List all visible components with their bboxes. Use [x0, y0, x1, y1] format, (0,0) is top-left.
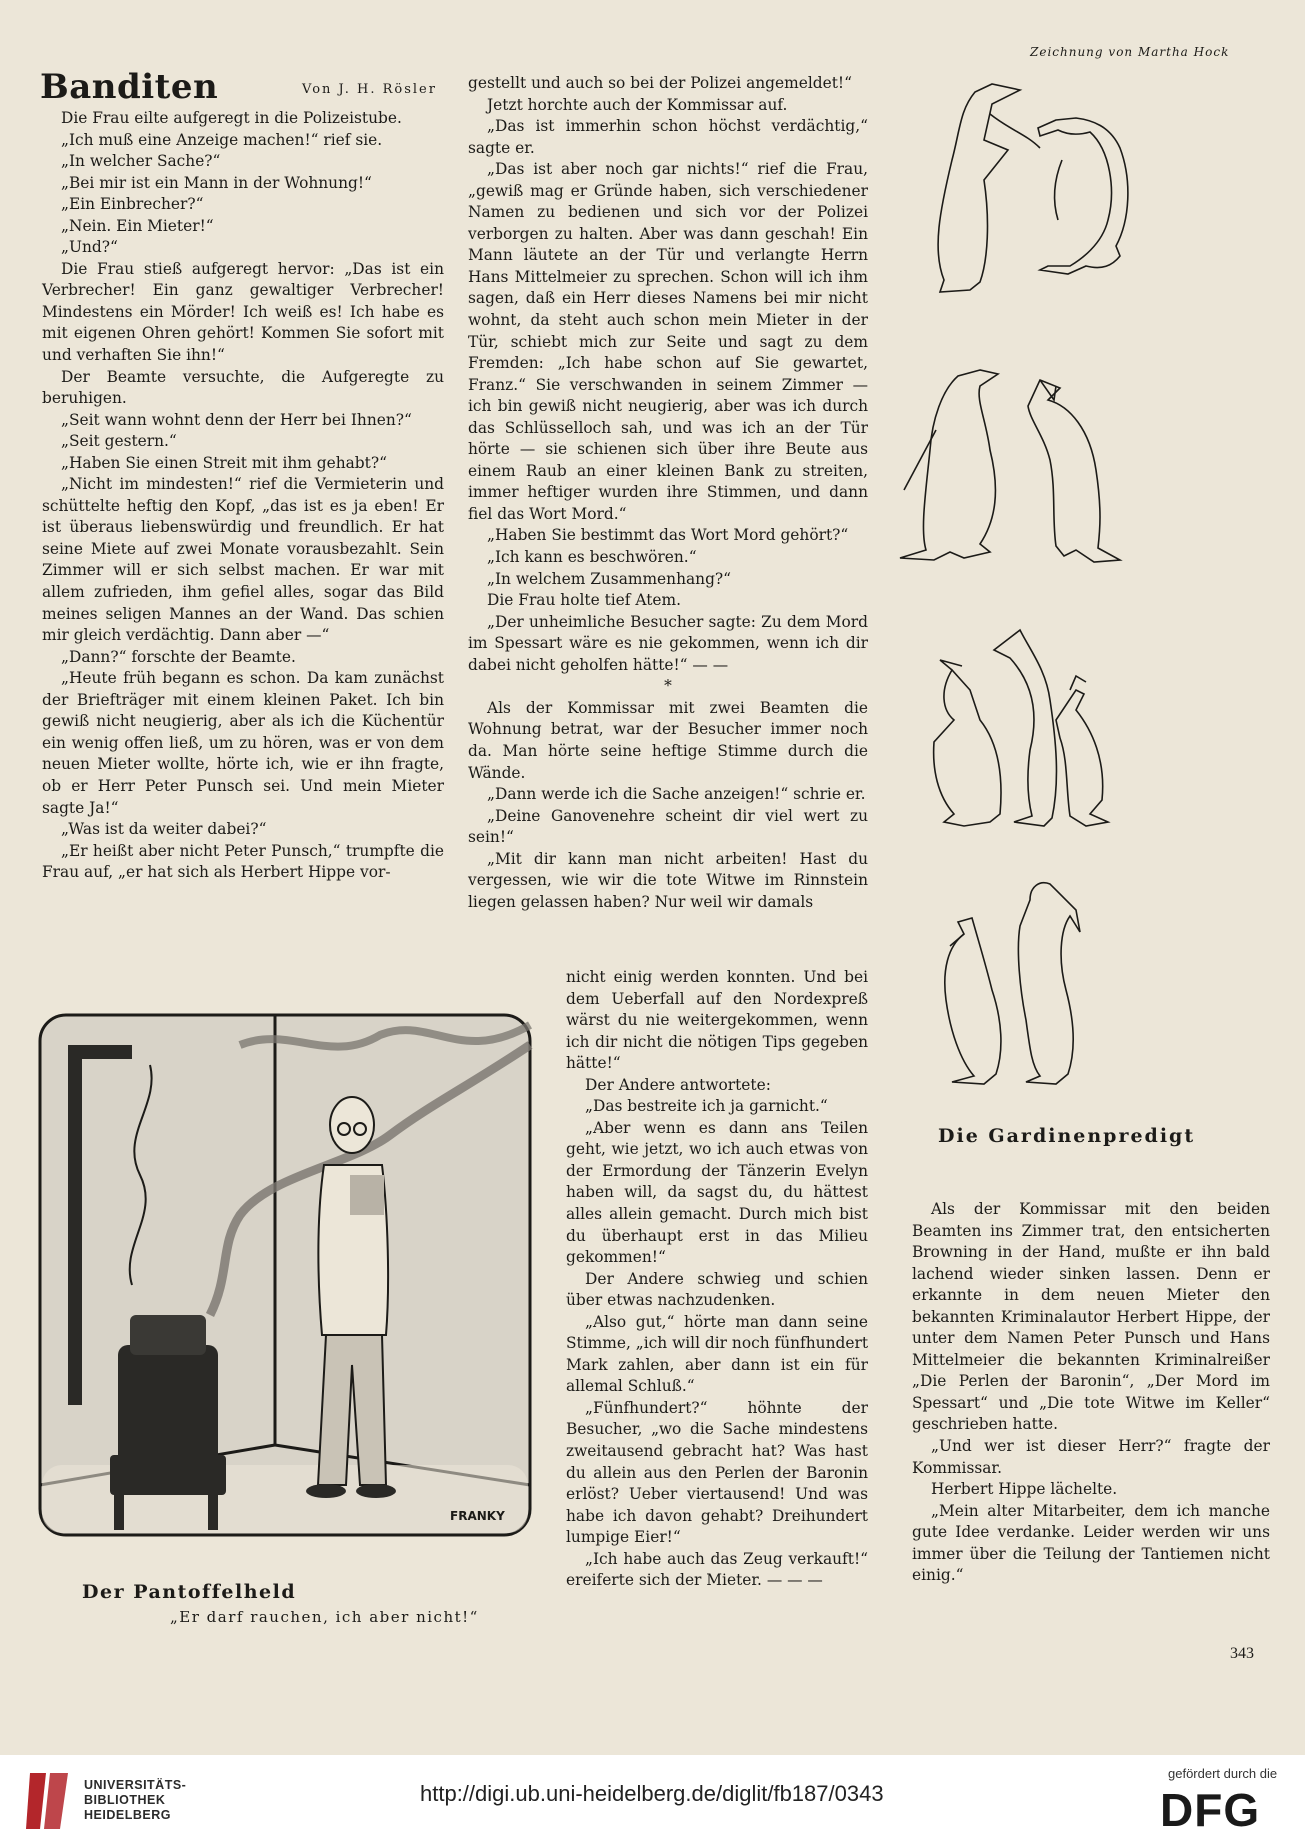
paragraph: „Mit dir kann man nicht arbeiten! Hast du vergessen, wie wir die tote Witwe im Rinnstein liegen gelassen haben? Nur weil wir damals [468, 849, 868, 911]
cartoon-signature: FRANKY [450, 1509, 505, 1523]
paragraph: „Nein. Ein Mieter!“ [61, 216, 214, 235]
illustration-credit: Zeichnung von Martha Hock [1030, 45, 1230, 59]
page-number: 343 [1230, 1645, 1254, 1662]
paragraph: Die Frau eilte aufgeregt in die Polizeistube. [61, 109, 402, 127]
paragraph: „Und wer ist dieser Herr?“ fragte der Kommissar. [912, 1437, 1270, 1477]
penguin-pair-2 [900, 370, 1120, 562]
paragraph: „Fünfhundert?“ höhnte der Besucher, „wo die Sache mindestens zweitausend gebracht hat? Was hast du allein aus den Perlen der Baronin erlöst? Ueber viertausend! Und was habe ich davon gehabt? Dreihundert lumpige Eier!“ [566, 1398, 868, 1547]
paragraph: „Und?“ [61, 238, 118, 257]
paragraph: „Ich muß eine Anzeige machen!“ rief sie. [61, 130, 383, 149]
penguin-pair-3 [934, 630, 1108, 826]
paragraph: nicht einig werden konnten. Und bei dem Ueberfall auf den Nordexpreß wärst du nie weitergekommen, wenn ich dir nicht die nötigen Tips gegeben hätte!“ [566, 968, 868, 1073]
penguin-pair-1 [938, 84, 1128, 292]
paragraph: „Haben Sie einen Streit mit ihm gehabt?“ [61, 453, 387, 472]
cartoon-quote: „Er darf rauchen, ich aber nicht!“ [170, 1608, 479, 1626]
penguin-pair-4 [945, 883, 1080, 1084]
paragraph: Jetzt horchte auch der Kommissar auf. [487, 95, 788, 114]
paragraph: „Ein Einbrecher?“ [61, 195, 204, 214]
paragraph: „Seit wann wohnt denn der Herr bei Ihnen?“ [61, 410, 412, 429]
paragraph: „Mein alter Mitarbeiter, dem ich manche gute Idee verdanke. Leider werden wir uns immer über die Teilung der Tantiemen nicht einig.“ [912, 1501, 1270, 1585]
paragraph: gestellt und auch so bei der Polizei angemeldet!“ [468, 74, 852, 92]
cartoon-pantoffelheld [30, 985, 550, 1565]
paragraph: „Was ist da weiter dabei?“ [61, 820, 267, 839]
dfg-logo: DFG [1160, 1784, 1261, 1836]
paragraph: Der Andere antwortete: [585, 1075, 771, 1094]
paragraph: „Das ist immerhin schon höchst verdächtig,“ sagte er. [468, 117, 868, 157]
section-divider: * [664, 677, 672, 696]
paragraph: „Der unheimliche Besucher sagte: Zu dem Mord im Spessart wäre es nie gekommen, wenn ich dir dabei nicht geholfen hätte!“ — — [468, 612, 868, 674]
paragraph: „Haben Sie bestimmt das Wort Mord gehört?“ [487, 526, 849, 545]
paragraph: „Das bestreite ich ja garnicht.“ [585, 1097, 828, 1116]
penguin-illustration [880, 70, 1280, 1100]
paragraph: Die Frau holte tief Atem. [487, 591, 681, 610]
article-byline: Von J. H. Rösler [302, 82, 437, 97]
text-column-1 [42, 108, 444, 884]
paragraph: Die Frau stieß aufgeregt hervor: „Das ist ein Verbrecher! Ein ganz gewaltiger Verbrecher! Mindestens ein Mörder! Ich weiß es! Ich habe es mit eigenen Ohren gehört! Kommen Sie sofort mit und verhaften Sie ihn!“ [42, 259, 444, 365]
paragraph: „Also gut,“ hörte man dann seine Stimme, „ich will dir noch fünfhundert Mark zahlen, aber dann ist ein für allemal Schluß.“ [566, 1312, 868, 1396]
university-logo-icon [24, 1769, 74, 1833]
paragraph: Der Andere schwieg und schien über etwas nachzudenken. [566, 1269, 868, 1310]
caption-pantoffelheld: Der Pantoffelheld [82, 1581, 297, 1603]
paragraph: „Aber wenn es dann ans Teilen geht, wie jetzt, wo ich auch etwas von der Ermordung der Tänzerin Evelyn haben will, da sagst du, du hättest alles allein gemacht. Durch mich bist du überhaupt erst in das Milieu gekommen!“ [566, 1118, 868, 1267]
library-name: UNIVERSITÄTS- BIBLIOTHEK HEIDELBERG [84, 1778, 187, 1822]
paragraph: „Ich habe auch das Zeug verkauft!“ ereiferte sich der Mieter. — — — [566, 1549, 868, 1590]
paragraph: „Ich kann es beschwören.“ [487, 548, 697, 567]
digitization-footer [0, 1755, 1305, 1848]
paragraph: „Er heißt aber nicht Peter Punsch,“ trumpfte die Frau auf, „er hat sich als Herbert Hippe vor- [42, 841, 444, 882]
paragraph: Als der Kommissar mit den beiden Beamten ins Zimmer trat, den entsicherten Browning in der Hand, mußte er ihn bald lachend wieder sinken lassen. Denn er erkannte in dem neuen Mieter den bekannten Kriminalautor Herbert Hippe, der unter dem Namen Peter Punsch und Hans Mittelmeier die bekannten Kriminalreißer „Die Perlen der Baronin“, „Der Mord im Spessart“ und „Die tote Witwe im Keller“ geschrieben hatte. [912, 1200, 1270, 1434]
paragraph: „Das ist aber noch gar nichts!“ rief die Frau, „gewiß mag er Gründe haben, sich verschiedener Namen zu bedienen und sich vor der Polizei verborgen zu halten. Aber was dann geschah! Ein Mann läutete an der Tür und verlangte Herrn Hans Mittelmeier zu sprechen. Schon will ich ihm sagen, daß ein Herr dieses Namens bei mir nicht wohnt, da steht auch schon mein Mieter in der Tür, schiebt mich zur Seite und sagt zu dem Fremden: „Ich habe schon auf Sie gewartet, Franz.“ Sie verschwanden in seinem Zimmer — ich bin gewiß nicht neugierig, aber was ich durch das Schlüsselloch sah, und was ich an der Tür hörte — sie schienen sich über ihre Beute aus einem Raub an einer kleinen Bank zu streiten, immer heftiger wurden ihre Stimmen, und dann fiel das Wort Mord.“ [468, 160, 868, 523]
paragraph: „Heute früh begann es schon. Da kam zunächst der Briefträger mit einem kleinen Paket. Ich bin gewiß nicht neugierig, aber als ich die Küchentür ein wenig offen ließ, um zu hören, was er von dem neuen Mieter wollte, hörte ich, wie er ihn fragte, ob er Herr Peter Punsch sei. Und mein Mieter sagte Ja!“ [42, 669, 444, 817]
paragraph: Der Beamte versuchte, die Aufgeregte zu beruhigen. [42, 367, 444, 408]
text-column-3 [912, 1199, 1270, 1587]
text-column-2-continued [566, 967, 868, 1592]
paragraph: „Seit gestern.“ [61, 432, 177, 451]
article-title: Banditen [40, 67, 219, 107]
paragraph: „Dann werde ich die Sache anzeigen!“ schrie er. [487, 785, 866, 804]
paragraph: „Bei mir ist ein Mann in der Wohnung!“ [61, 173, 372, 192]
funding-note: gefördert durch die [1168, 1766, 1278, 1781]
paragraph: „In welcher Sache?“ [61, 152, 221, 171]
permalink[interactable]: http://digi.ub.uni-heidelberg.de/diglit/fb187/0343 [420, 1781, 884, 1806]
caption-gardinenpredigt: Die Gardinenpredigt [938, 1125, 1196, 1147]
text-column-2 [468, 73, 868, 913]
paragraph: Als der Kommissar mit zwei Beamten die Wohnung betrat, war der Besucher immer noch da. Man hörte seine heftige Stimme durch die Wände. [468, 698, 868, 782]
paragraph: „In welchem Zusammenhang?“ [487, 569, 732, 588]
paragraph: Herbert Hippe lächelte. [931, 1480, 1118, 1499]
paragraph: „Dann?“ forschte der Beamte. [61, 647, 296, 666]
paragraph: „Deine Ganovenehre scheint dir viel wert zu sein!“ [468, 806, 868, 847]
paragraph: „Nicht im mindesten!“ rief die Vermieterin und schüttelte heftig den Kopf, „das ist es ja eben! Er ist überaus liebenswürdig und freundlich. Er hat seine Miete auf zwei Monate vorausbezahlt. Sein Zimmer will er sich selbst machen. Er war mit allem zufrieden, ihm gefiel alles, sogar das Bild meines seligen Mannes an der Wand. Das schien mir gleich verdächtig. Dann aber —“ [42, 475, 444, 645]
